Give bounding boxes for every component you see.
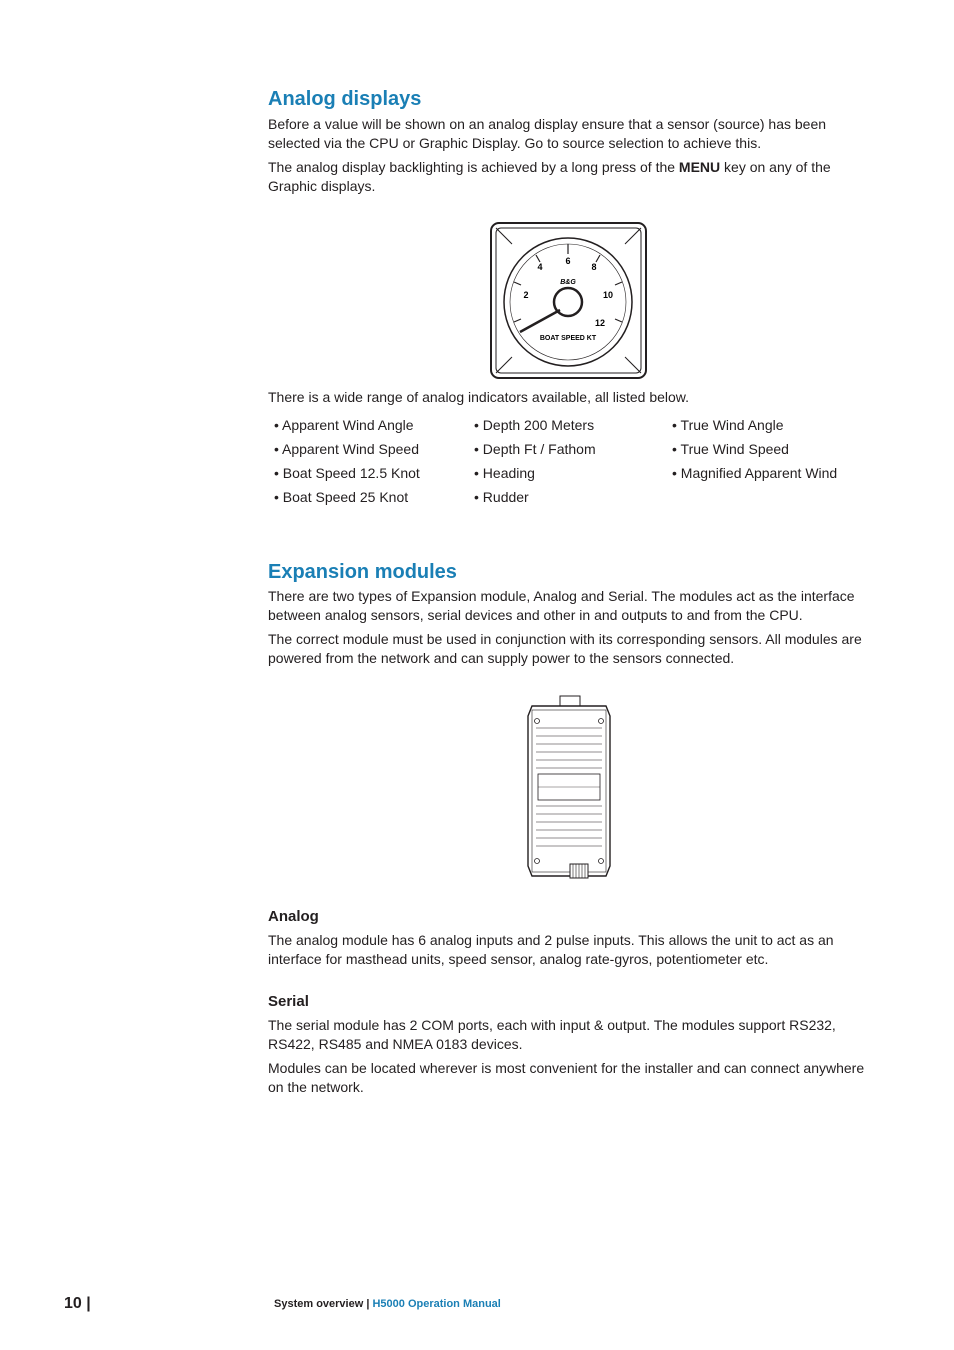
analog-indicators-list	[274, 416, 874, 516]
analog-displays-heading: Analog displays	[268, 88, 422, 110]
backlight-text-after: key on any of the Graphic displays.	[268, 159, 831, 194]
list-item: • True Wind Speed	[672, 441, 789, 457]
expansion-module-figure	[524, 694, 614, 884]
serial-module-heading: Serial	[268, 993, 309, 1010]
list-item: • Apparent Wind Angle	[274, 417, 414, 433]
gauge-label-6: 6	[565, 256, 571, 266]
menu-key: MENU	[678, 159, 721, 175]
module-location-text: Modules can be located wherever is most convenient for the installer and can connect anywhere on the network.	[268, 1060, 865, 1095]
analog-displays-intro: Before a value will be shown on an analog display ensure that a sensor (source) has been selected via the CPU or Graphic Display. Go to source selection to achieve this.	[268, 116, 827, 151]
gauge-caption: BOAT SPEED KT	[539, 335, 597, 342]
analog-indicators-intro: There is a wide range of analog indicators available, all listed below.	[268, 389, 690, 405]
expansion-modules-heading: Expansion modules	[268, 561, 457, 583]
expansion-modules-intro: There are two types of Expansion module, Analog and Serial. The modules act as the interface between analog sensors, serial devices and other in and outputs to and from the CPU.	[268, 588, 855, 623]
list-item: • Boat Speed 25 Knot	[274, 489, 409, 505]
analog-module-text: The analog module has 6 analog inputs and 2 pulse inputs. This allows the unit to act as an interface for masthead units, speed sensor, analog rate-gyros, potentiometer etc.	[268, 932, 834, 967]
list-item: • Heading	[474, 465, 535, 481]
indicators-column-1	[274, 416, 420, 512]
indicators-column-3	[672, 416, 837, 488]
list-item: • Depth 200 Meters	[474, 417, 595, 433]
list-item: • Magnified Apparent Wind	[672, 465, 838, 481]
gauge-label-8: 8	[591, 262, 597, 272]
backlight-text-before: The analog display backlighting is achieved by a long press of the	[268, 159, 679, 175]
gauge-label-4: 4	[537, 262, 543, 272]
indicators-column-2	[474, 416, 596, 512]
gauge-brand-logo: B&G	[560, 279, 576, 286]
analog-module-heading: Analog	[268, 908, 319, 925]
expansion-modules-power-text: The correct module must be used in conjunction with its corresponding sensors. All modules are powered from the network and can supply power to the sensors connected.	[268, 631, 862, 666]
analog-gauge-figure	[490, 222, 648, 380]
list-item: • True Wind Angle	[672, 417, 784, 433]
list-item: • Depth Ft / Fathom	[474, 441, 596, 457]
gauge-label-10: 10	[602, 290, 614, 300]
serial-module-text: The serial module has 2 COM ports, each with input & output. The modules support RS232, RS422, RS485 and NMEA 0183 devices.	[268, 1017, 836, 1052]
list-item: • Apparent Wind Speed	[274, 441, 419, 457]
list-item: • Boat Speed 12.5 Knot	[274, 465, 420, 481]
gauge-label-12: 12	[594, 318, 606, 328]
list-item: • Rudder	[474, 489, 529, 505]
footer-manual-title: H5000 Operation Manual	[372, 1298, 501, 1310]
analog-backlight-text	[268, 158, 868, 196]
footer-label	[274, 1298, 501, 1310]
gauge-label-2: 2	[523, 290, 529, 300]
page-number: 10 |	[64, 1295, 91, 1312]
footer-section: System overview |	[274, 1298, 373, 1310]
